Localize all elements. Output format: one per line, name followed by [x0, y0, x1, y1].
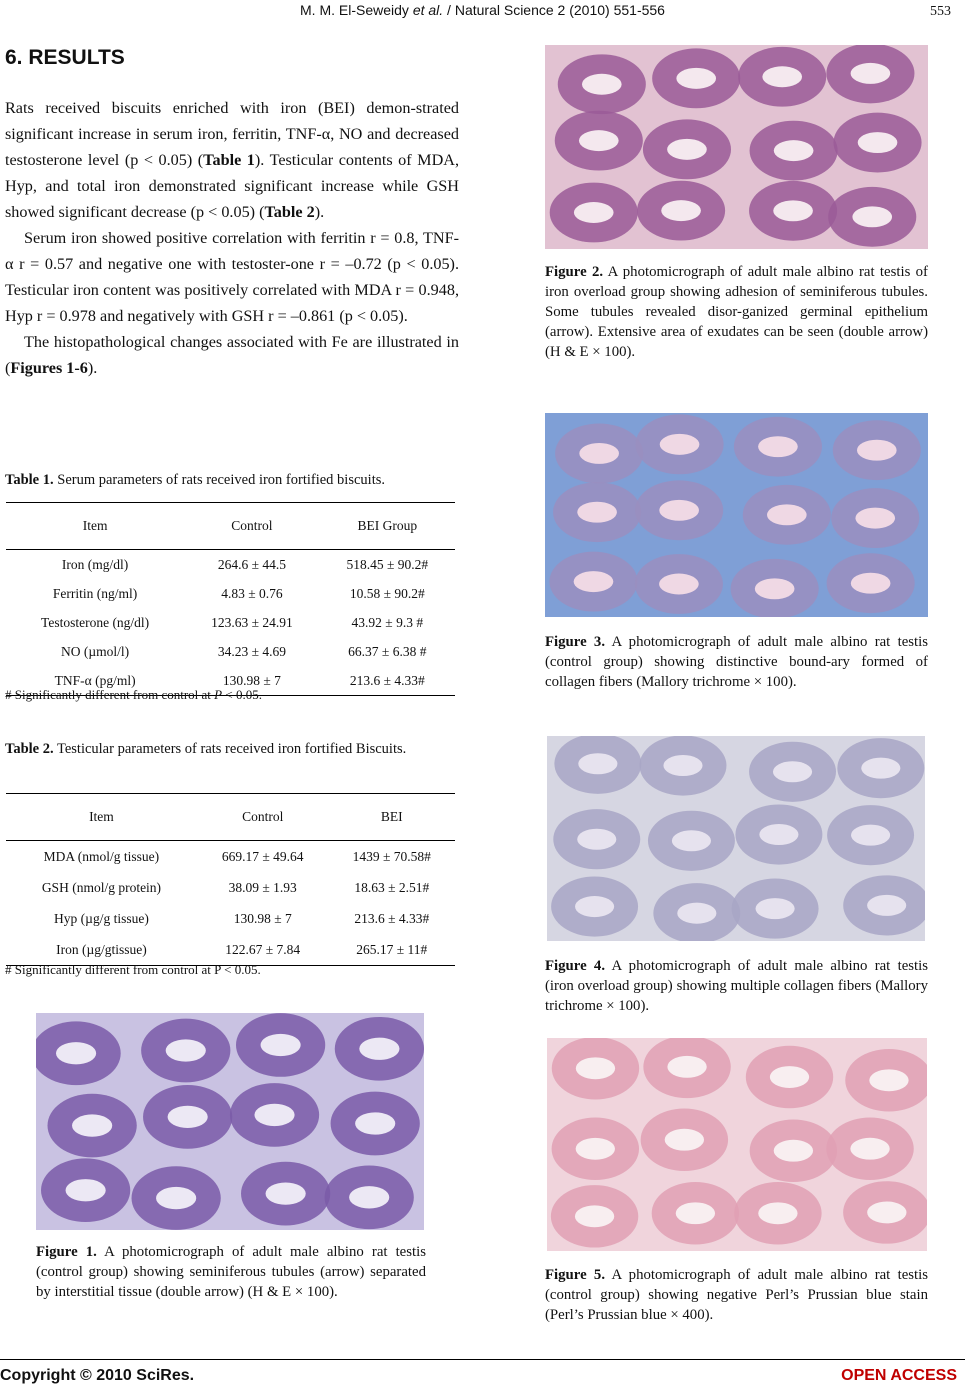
table1-note-pre: # Significantly different from control at: [5, 687, 215, 702]
table-row: [6, 841, 455, 873]
running-head-etal: et al.: [412, 2, 444, 18]
footer-rule: [0, 1359, 965, 1360]
footer-copyright: Copyright © 2010 SciRes.: [0, 1367, 195, 1384]
tubule-lumen: [759, 824, 798, 845]
tubule-lumen: [677, 903, 716, 924]
figure-3-image: [545, 413, 928, 617]
table2-reference: Table 2: [264, 203, 315, 221]
tubule-lumen: [56, 1042, 96, 1064]
micrograph-texture: [545, 45, 928, 249]
paragraph-3: [5, 329, 459, 381]
table-row: [6, 608, 455, 637]
table-cell: MDA (nmol/g tissue): [43, 848, 160, 864]
figure-5-image: [547, 1038, 927, 1251]
tubule-lumen: [758, 436, 798, 457]
table-cell: Iron (µg/gtissue): [6, 934, 197, 966]
tubule-lumen: [676, 1202, 715, 1224]
tubule-lumen: [579, 443, 619, 464]
tubule-lumen: [659, 500, 699, 521]
figure-4-caption: [545, 956, 928, 1016]
tubule-lumen: [66, 1179, 106, 1201]
table1-footnote: [5, 687, 262, 703]
micrograph-texture: [545, 413, 928, 617]
table-cell: 34.23 ± 4.69: [217, 643, 286, 659]
table2-grid: [6, 793, 455, 966]
table-cell: 43.92 ± 9.3 #: [351, 614, 424, 630]
table-row: [6, 934, 455, 966]
figure-3-caption: [545, 632, 928, 692]
micrograph-texture: [547, 1038, 927, 1251]
table-cell: 669.17 ± 49.64: [221, 848, 304, 864]
tubule-lumen: [774, 140, 814, 161]
table-cell: 265.17 ± 11#: [329, 934, 455, 966]
tubule-lumen: [659, 574, 699, 595]
table-cell: 18.63 ± 2.51#: [354, 879, 430, 895]
tubule-lumen: [355, 1112, 395, 1134]
paragraph-1: [5, 95, 459, 225]
tubule-lumen: [660, 434, 700, 455]
figure-4-caption-text: A photomicrograph of adult male albino rat testis (iron overload group) showing multiple collagen fibers (Mallory trichrome × 100).: [545, 958, 929, 1014]
table-cell: 66.37 ± 6.38 #: [348, 643, 427, 659]
tubule-lumen: [661, 200, 701, 221]
tubule-lumen: [665, 1129, 704, 1151]
table-cell: 123.63 ± 24.91: [211, 614, 293, 630]
footer-open-access: OPEN ACCESS: [841, 1367, 957, 1384]
table1-note-post: < 0.05.: [222, 687, 262, 702]
figure-3-caption-text: A photomicrograph of adult male albino rat testis (control group) showing distinctive bound-ary formed of collagen fibers (Mallory trichrome × 100).: [545, 634, 929, 690]
figure-2-caption: [545, 262, 928, 362]
tubule-lumen: [774, 1140, 813, 1162]
tubule-lumen: [855, 508, 895, 529]
table-row: [6, 579, 455, 608]
table-cell: 4.83 ± 0.76: [221, 585, 283, 601]
results-text: [5, 95, 459, 381]
tubule-lumen: [867, 895, 906, 916]
figure-1-caption: [36, 1242, 426, 1302]
tubule-lumen: [676, 68, 716, 89]
table-cell: 264.6 ± 44.5: [217, 556, 286, 572]
table1-col-item: Item: [6, 503, 184, 550]
table-cell: Ferritin (ng/ml): [52, 585, 138, 601]
table2-col-bei: BEI: [329, 794, 455, 841]
figures-reference: Figures 1-6: [10, 359, 88, 377]
tubule-lumen: [577, 829, 616, 850]
tubule-lumen: [72, 1114, 112, 1136]
page-number: 553: [930, 4, 951, 19]
tubule-lumen: [261, 1034, 301, 1056]
tubule-lumen: [266, 1182, 306, 1204]
tubule-lumen: [770, 1066, 809, 1088]
tubule-lumen: [667, 139, 707, 160]
table-cell: 1439 ± 70.58#: [352, 848, 431, 864]
table-row: [6, 872, 455, 903]
figure-5-label: Figure 5.: [545, 1267, 606, 1283]
paragraph-2: Serum iron showed positive correlation with ferritin r = 0.8, TNF-α r = 0.57 and negative one with testoster-one r = –0.72 (p < 0.05). Testicular iron content was positively correlated with MDA r = 0.948, Hyp r = 0.978 and negatively with GSH r = –0.861 (p < 0.05).: [5, 229, 459, 325]
tubule-lumen: [852, 206, 892, 227]
p1-text-a: Rats received biscuits enriched with iron (BEI) demon-strated significant increase in serum iron, ferritin, TNF-α, NO and decreased testosterone level (p < 0.05) (: [5, 99, 459, 169]
table-cell: Hyp (µg/g tissue): [54, 910, 149, 926]
table-cell: 122.67 ± 7.84: [197, 934, 329, 966]
table-cell: NO (µmol/l): [61, 643, 130, 659]
table-cell: 38.09 ± 1.93: [228, 879, 297, 895]
tubule-lumen: [577, 502, 617, 523]
table1-col-control: Control: [184, 503, 319, 550]
tubule-lumen: [166, 1039, 206, 1061]
table-cell: Testosterone (ng/dl): [41, 614, 150, 630]
tubule-lumen: [667, 1056, 706, 1078]
tubule-lumen: [168, 1106, 208, 1128]
tubule-lumen: [574, 571, 614, 592]
table1-label: Table 1.: [5, 472, 54, 488]
running-head: [0, 2, 965, 18]
table2-col-control: Control: [197, 794, 329, 841]
tubule-lumen: [575, 896, 614, 917]
table-cell: 130.98 ± 7: [233, 910, 292, 926]
tubule-lumen: [773, 761, 812, 782]
table-cell: Iron (mg/dl): [61, 556, 129, 572]
tubule-lumen: [867, 1201, 906, 1223]
tubule-lumen: [663, 755, 702, 776]
micrograph-texture: [36, 1013, 424, 1230]
table1-caption-text: Serum parameters of rats received iron fortified biscuits.: [53, 472, 385, 488]
tubule-lumen: [578, 753, 617, 774]
table-cell: 518.45 ± 90.2#: [346, 556, 429, 572]
tubule-lumen: [773, 200, 813, 221]
tubule-lumen: [582, 74, 622, 95]
tubule-lumen: [359, 1038, 399, 1060]
tubule-lumen: [767, 504, 807, 525]
figure-4-label: Figure 4.: [545, 958, 606, 974]
running-head-journal: / Natural Science 2 (2010) 551-556: [443, 2, 665, 18]
tubule-lumen: [850, 1138, 889, 1160]
tubule-lumen: [861, 758, 900, 779]
table2-col-item: Item: [6, 794, 197, 841]
tubule-lumen: [579, 130, 619, 151]
p3-text-c: ).: [87, 359, 98, 377]
tubule-lumen: [762, 66, 802, 87]
tubule-lumen: [851, 825, 890, 846]
figure-2-caption-text: A photomicrograph of adult male albino rat testis of iron overload group showing adhesion of seminiferous tubules. Some tubules revealed disor-ganized germinal epithelium (arrow). Extensive area of exudates can be seen (double arrow) (H & E × 100).: [545, 264, 928, 360]
table2-caption-text: Testicular parameters of rats received iron fortified Biscuits.: [53, 741, 407, 757]
table2-footnote: # Significantly different from control at P < 0.05.: [5, 962, 261, 977]
p1-text-e: ).: [314, 203, 325, 221]
tubule-lumen: [575, 1205, 614, 1227]
table2: [6, 793, 455, 966]
micrograph-texture: [547, 736, 925, 941]
figure-2-image: [545, 45, 928, 249]
tubule-lumen: [576, 1057, 615, 1079]
p3-text-a: The histopathological changes associated with Fe are illustrated in (: [5, 333, 459, 377]
table1-grid: [6, 502, 455, 696]
figure-3-label: Figure 3.: [545, 634, 606, 650]
figure-4-image: [547, 736, 925, 941]
table-cell: 10.58 ± 90.2#: [349, 585, 425, 601]
tubule-lumen: [758, 1202, 797, 1224]
tubule-lumen: [851, 63, 891, 84]
table-cell: 213.6 ± 4.33#: [354, 910, 430, 926]
table1-caption: [5, 471, 459, 490]
figure-1-caption-text: A photomicrograph of adult male albino rat testis (control group) showing seminiferous tubules (arrow) separated by interstitial tissue (double arrow) (H & E × 100).: [36, 1244, 426, 1300]
tubule-lumen: [858, 132, 898, 153]
tubule-lumen: [672, 830, 711, 851]
tubule-lumen: [156, 1187, 196, 1209]
p1-text-c: ). Testicular contents of MDA, Hyp, and total iron demonstrated significant increase while GSH showed significant decrease (p < 0.05) (: [5, 151, 460, 221]
tubule-lumen: [857, 440, 897, 461]
table-row: [6, 550, 455, 580]
table1-col-bei: BEI Group: [320, 503, 455, 550]
table-row: [6, 903, 455, 934]
table1-note-p: P: [214, 687, 223, 702]
table-cell: 213.6 ± 4.33#: [320, 666, 455, 696]
table2-header-row: [6, 794, 455, 841]
figure-5-caption: [545, 1265, 928, 1325]
table1-reference: Table 1: [203, 151, 255, 169]
section-heading: 6. RESULTS: [5, 46, 125, 69]
tubule-lumen: [756, 898, 795, 919]
table1-header-row: [6, 503, 455, 550]
figure-1-image: [36, 1013, 424, 1230]
figure-2-label: Figure 2.: [545, 264, 604, 280]
tubule-lumen: [349, 1186, 389, 1208]
tubule-lumen: [755, 578, 795, 599]
figure-5-caption-text: A photomicrograph of adult male albino rat testis (control group) showing negative Perl’s Prussian blue stain (Perl’s Prussian blue × 400).: [545, 1267, 929, 1323]
tubule-lumen: [254, 1104, 294, 1126]
table2-label: Table 2.: [5, 741, 54, 757]
tubule-lumen: [574, 202, 614, 223]
table-cell: GSH (nmol/g protein): [41, 879, 162, 895]
tubule-lumen: [851, 573, 891, 594]
table-cell: TNF-α (pg/ml): [6, 666, 184, 696]
table2-caption: [5, 740, 445, 759]
figure-1-label: Figure 1.: [36, 1244, 97, 1260]
table-cell: 130.98 ± 7: [184, 666, 319, 696]
table1: [6, 502, 455, 696]
table-row: [6, 637, 455, 666]
tubule-lumen: [576, 1138, 615, 1160]
running-head-authors: M. M. El-Seweidy: [300, 2, 413, 18]
tubule-lumen: [869, 1069, 908, 1091]
